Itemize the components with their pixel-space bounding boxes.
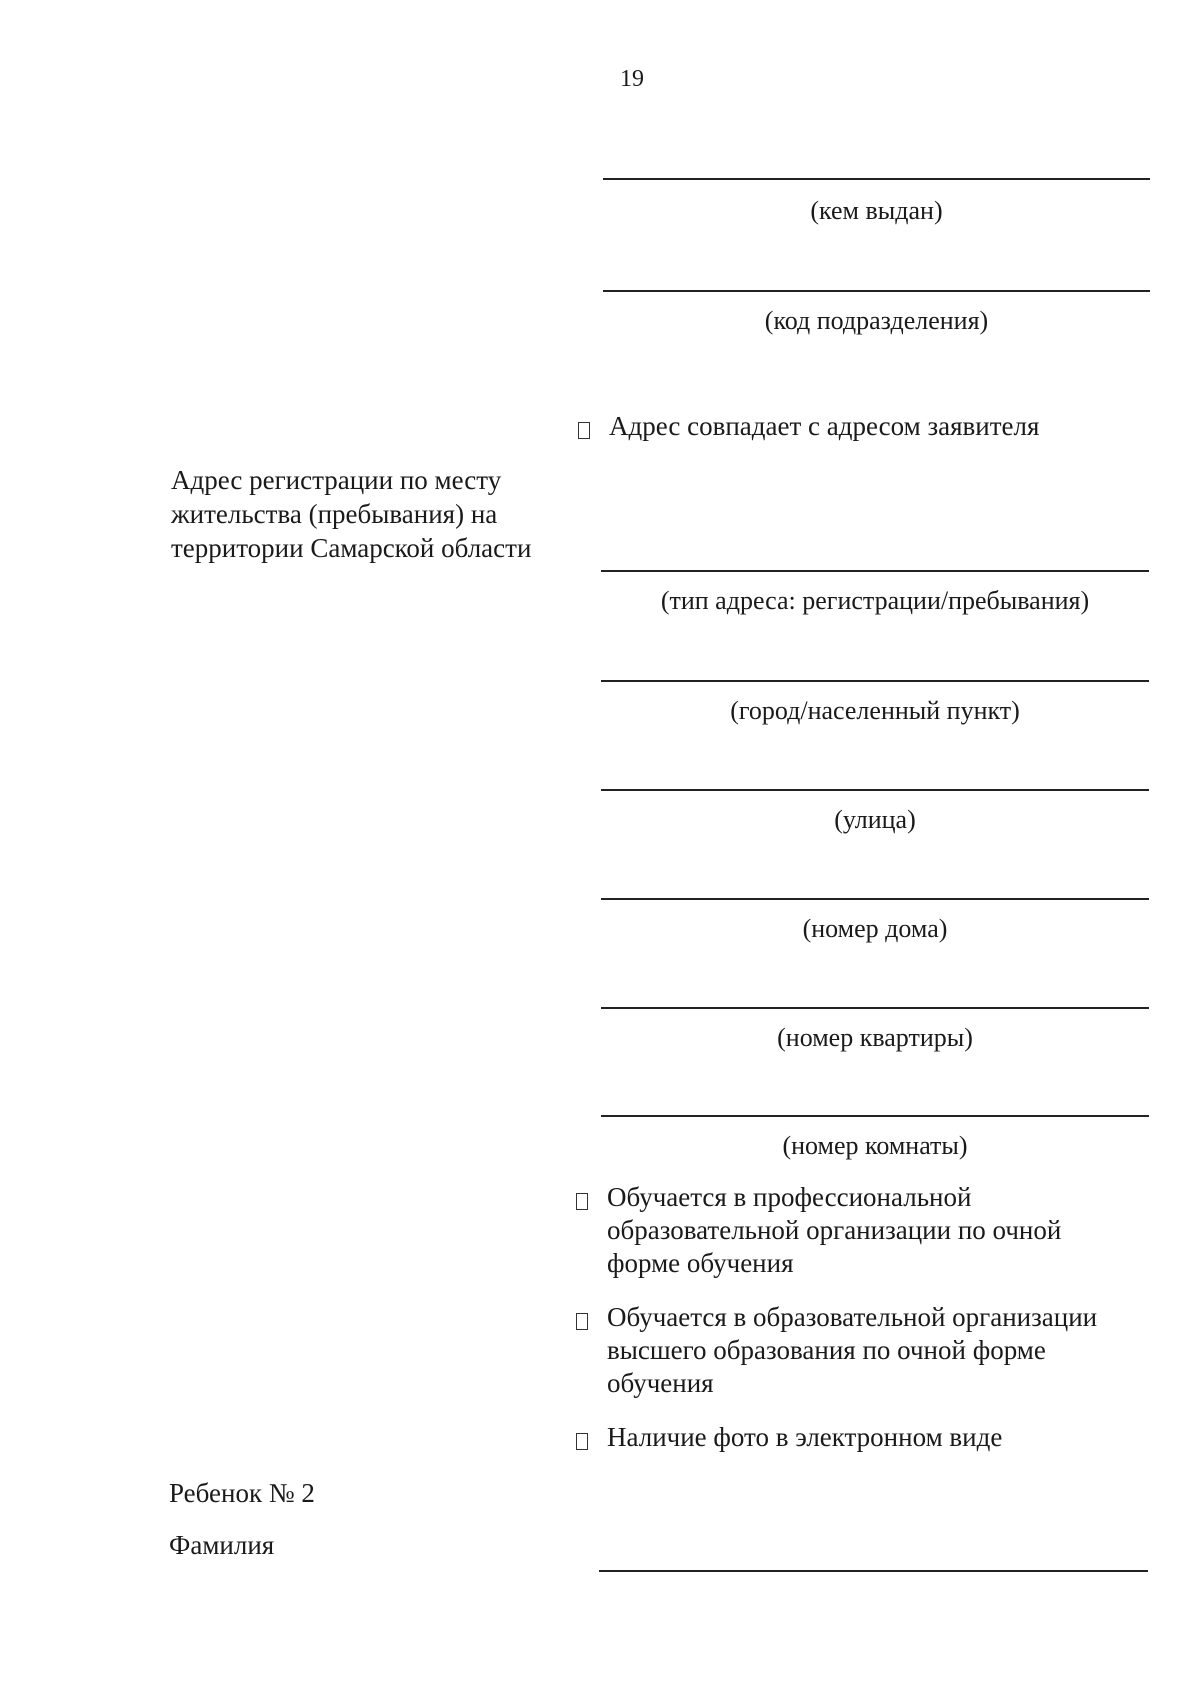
address-type-caption: (тип адреса: регистрации/пребывания) bbox=[660, 586, 1090, 615]
photo-checkbox[interactable] bbox=[576, 1433, 588, 1450]
vocational-checkbox[interactable] bbox=[576, 1193, 588, 1210]
same-address-checkbox[interactable] bbox=[578, 422, 590, 439]
apartment-caption: (номер квартиры) bbox=[777, 1023, 973, 1052]
city-caption: (город/населенный пункт) bbox=[730, 696, 1020, 725]
street-caption: (улица) bbox=[834, 805, 916, 834]
vocational-label: Обучается в профессиональной образовательной организации по очной форме обучения bbox=[607, 1182, 1062, 1278]
apartment-line[interactable] bbox=[601, 1007, 1149, 1009]
higher-education-label: Обучается в образовательной организации высшего образования по очной форме обучения bbox=[607, 1302, 1098, 1398]
room-line[interactable] bbox=[601, 1115, 1149, 1117]
house-line[interactable] bbox=[601, 898, 1149, 900]
city-line[interactable] bbox=[601, 680, 1149, 682]
address-type-line[interactable] bbox=[601, 570, 1149, 572]
issued-by-line[interactable] bbox=[603, 178, 1150, 180]
higher-education-checkbox[interactable] bbox=[576, 1313, 588, 1330]
street-line[interactable] bbox=[601, 789, 1149, 791]
page-number: 19 bbox=[620, 66, 644, 92]
division-code-line[interactable] bbox=[603, 290, 1150, 292]
surname-line[interactable] bbox=[599, 1570, 1148, 1572]
child-heading: Ребенок № 2 bbox=[169, 1478, 315, 1508]
surname-label: Фамилия bbox=[169, 1530, 275, 1560]
house-caption: (номер дома) bbox=[802, 914, 948, 943]
issued-by-caption: (кем выдан) bbox=[810, 196, 943, 225]
same-address-label: Адрес совпадает с адресом заявителя bbox=[609, 411, 1040, 441]
division-code-caption: (код подразделения) bbox=[764, 306, 989, 335]
room-caption: (номер комнаты) bbox=[782, 1131, 968, 1160]
address-label: Адрес регистрации по месту жительства (пребывания) на территории Самарской области bbox=[171, 465, 532, 563]
photo-label: Наличие фото в электронном виде bbox=[607, 1422, 1003, 1452]
